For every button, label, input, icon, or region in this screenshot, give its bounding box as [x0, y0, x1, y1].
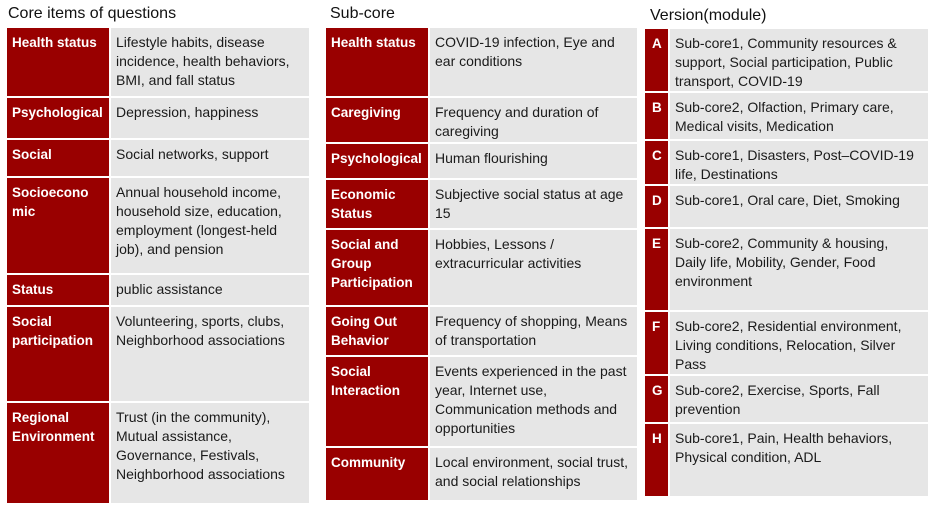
table-row: [644, 375, 929, 423]
row-key: Social and Group Participation: [325, 229, 429, 306]
row-value: Lifestyle habits, disease incidence, health behaviors, BMI, and fall status: [110, 27, 310, 97]
table-row: [325, 179, 638, 229]
row-key: H: [644, 423, 669, 497]
table-row: [6, 402, 310, 504]
row-value: Sub-core2, Residential environment, Living conditions, Relocation, Silver Pass: [669, 311, 929, 375]
table-row: [6, 97, 310, 139]
row-value: Sub-core1, Oral care, Diet, Smoking: [669, 185, 929, 228]
table-row: [644, 311, 929, 375]
row-value: Sub-core1, Community resources & support, Social participation, Public transport, COVID-19: [669, 28, 929, 92]
row-key: Social Interaction: [325, 356, 429, 447]
row-key: Socioecono mic: [6, 177, 110, 274]
table-row: [325, 356, 638, 447]
row-value: public assistance: [110, 274, 310, 306]
table-row: [325, 27, 638, 97]
table-row: [644, 185, 929, 228]
table-row: [325, 143, 638, 179]
core-title: Core items of questions: [8, 5, 177, 22]
row-value: Trust (in the community), Mutual assistance, Governance, Festivals, Neighborhood associations: [110, 402, 310, 504]
row-value: COVID-19 infection, Eye and ear conditions: [429, 27, 638, 97]
subcore-title: Sub-core: [330, 5, 395, 22]
row-key: Health status: [325, 27, 429, 97]
row-value: Hobbies, Lessons / extracurricular activities: [429, 229, 638, 306]
row-value: Events experienced in the past year, Internet use, Communication methods and opportunities: [429, 356, 638, 447]
table-row: [644, 423, 929, 497]
row-value: Sub-core2, Olfaction, Primary care, Medical visits, Medication: [669, 92, 929, 140]
row-value: Sub-core2, Exercise, Sports, Fall prevention: [669, 375, 929, 423]
row-value: Frequency of shopping, Means of transportation: [429, 306, 638, 356]
table-row: [644, 92, 929, 140]
table-row: [644, 28, 929, 92]
table-row: [644, 140, 929, 185]
row-key: Economic Status: [325, 179, 429, 229]
version-title: Version(module): [650, 7, 767, 24]
row-key: Psychological: [6, 97, 110, 139]
table-row: [6, 27, 310, 97]
row-key: F: [644, 311, 669, 375]
core-table: [5, 26, 311, 505]
row-key: D: [644, 185, 669, 228]
row-key: C: [644, 140, 669, 185]
table-row: [6, 274, 310, 306]
version-table: [643, 27, 930, 498]
row-value: Human flourishing: [429, 143, 638, 179]
row-key: Regional Environment: [6, 402, 110, 504]
row-value: Local environment, social trust, and social relationships: [429, 447, 638, 501]
row-value: Sub-core1, Pain, Health behaviors, Physical condition, ADL: [669, 423, 929, 497]
table-row: [6, 306, 310, 402]
row-value: Subjective social status at age 15: [429, 179, 638, 229]
row-value: Sub-core1, Disasters, Post–COVID-19 life, Destinations: [669, 140, 929, 185]
table-row: [325, 306, 638, 356]
row-key: E: [644, 228, 669, 311]
row-value: Annual household income, household size, education, employment (longest-held job), and pension: [110, 177, 310, 274]
row-value: Volunteering, sports, clubs, Neighborhood associations: [110, 306, 310, 402]
subcore-table: [324, 26, 639, 502]
row-key: Community: [325, 447, 429, 501]
row-key: Caregiving: [325, 97, 429, 143]
row-value: Social networks, support: [110, 139, 310, 177]
row-key: Going Out Behavior: [325, 306, 429, 356]
row-key: B: [644, 92, 669, 140]
table-row: [325, 447, 638, 501]
table-row: [325, 97, 638, 143]
row-key: Health status: [6, 27, 110, 97]
row-key: Social: [6, 139, 110, 177]
table-row: [325, 229, 638, 306]
table-row: [644, 228, 929, 311]
row-key: Psychological: [325, 143, 429, 179]
row-value: Depression, happiness: [110, 97, 310, 139]
row-value: Sub-core2, Community & housing, Daily life, Mobility, Gender, Food environment: [669, 228, 929, 311]
row-key: A: [644, 28, 669, 92]
row-key: Social participation: [6, 306, 110, 402]
row-value: Frequency and duration of caregiving: [429, 97, 638, 143]
table-row: [6, 177, 310, 274]
row-key: G: [644, 375, 669, 423]
row-key: Status: [6, 274, 110, 306]
table-row: [6, 139, 310, 177]
